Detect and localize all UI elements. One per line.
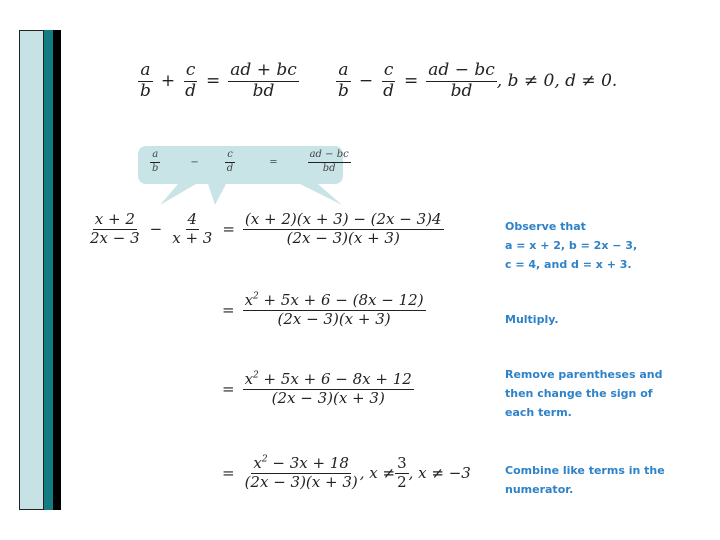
formula-callout [138,146,349,184]
variable-x: x [244,291,254,309]
step-2-note [505,310,695,329]
numerator-rest: + 5x + 6 − 8x + 12 [258,370,412,388]
denominator: b [152,162,159,174]
restriction-2: , x ≠ −3 [408,464,471,483]
restriction-1: , x ≠ [359,464,396,483]
numerator-rest: + 5x + 6 − (8x − 12) [258,291,424,309]
numerator: x + 2 [94,210,135,228]
callout-fraction-a-over-b [150,150,160,174]
numerator: a [338,60,349,80]
equals-sign: = [222,464,235,483]
numerator: ad − bc [308,150,351,163]
equals-sign: = [269,156,278,168]
denominator: bd [322,162,336,174]
variable-x: x [253,454,262,472]
denominator: b [140,80,151,101]
denominator: x + 3 [172,228,213,247]
callout-fraction-c-over-d [225,150,235,174]
fraction-lhs-1 [88,212,142,247]
note-line: Multiply. [505,313,559,326]
step-4-equation [222,456,471,491]
numerator [243,293,426,311]
nonzero-condition: , b ≠ 0, d ≠ 0. [496,71,618,92]
equals-sign: = [222,380,235,399]
numerator: c [185,60,196,80]
fraction-lhs-2 [170,212,214,247]
fraction-three-halves [395,456,409,491]
note-line: then change the sign of [505,387,653,400]
note-line: Observe that [505,220,586,233]
step-4-note [505,461,695,499]
fraction-rhs [243,212,444,247]
denominator: (2x − 3)(x + 3) [271,388,385,407]
minus-sign: − [149,220,163,239]
callout-fraction-result [308,150,351,174]
step-1-note [505,217,695,274]
numerator: a [150,150,160,163]
note-line: c = 4, and d = x + 3. [505,258,632,271]
numerator [243,372,414,390]
denominator: d [383,80,395,101]
minus-sign: − [190,156,199,168]
fraction-step-2 [243,293,426,328]
equals-sign: = [222,220,235,239]
exponent: 2 [261,454,268,465]
equals-sign: = [404,71,419,92]
numerator: 4 [187,210,198,228]
denominator: (2x − 3)(x + 3) [277,309,391,328]
numerator-rest: − 3x + 18 [267,454,349,472]
denominator: d [226,162,234,174]
numerator [251,456,351,474]
denominator: 2 [397,472,407,491]
note-line: each term. [505,406,572,419]
denominator: b [338,80,349,101]
step-3-note [505,365,695,422]
note-line: a = x + 2, b = 2x − 3, [505,239,638,252]
numerator: a [140,60,151,80]
numerator: 3 [397,454,407,472]
step-1-equation [88,212,444,247]
step-2-equation [222,293,426,328]
denominator: bd [252,80,275,101]
equals-sign: = [206,71,221,92]
step-3-equation [222,372,414,407]
denominator: 2x − 3 [90,228,140,247]
denominator: d [185,80,197,101]
exponent: 2 [253,291,259,302]
minus-sign: − [358,71,374,92]
numerator: c [383,60,394,80]
fraction-step-4 [243,456,360,491]
numerator: ad − bc [428,60,495,80]
numerator: (x + 2)(x + 3) − (2x − 3)4 [244,210,442,228]
denominator: bd [450,80,473,101]
numerator: c [225,150,235,163]
note-line: Remove parentheses and [505,368,663,381]
note-line: Combine like terms in the [505,464,665,477]
exponent: 2 [253,370,259,381]
denominator: (2x − 3)(x + 3) [244,472,358,491]
equals-sign: = [222,301,235,320]
note-line: numerator. [505,483,574,496]
callout-formula [150,150,351,174]
variable-x: x [244,370,254,388]
numerator: ad + bc [230,60,297,80]
fraction-step-3 [243,372,414,407]
plus-sign: + [160,71,176,92]
denominator: (2x − 3)(x + 3) [286,228,400,247]
